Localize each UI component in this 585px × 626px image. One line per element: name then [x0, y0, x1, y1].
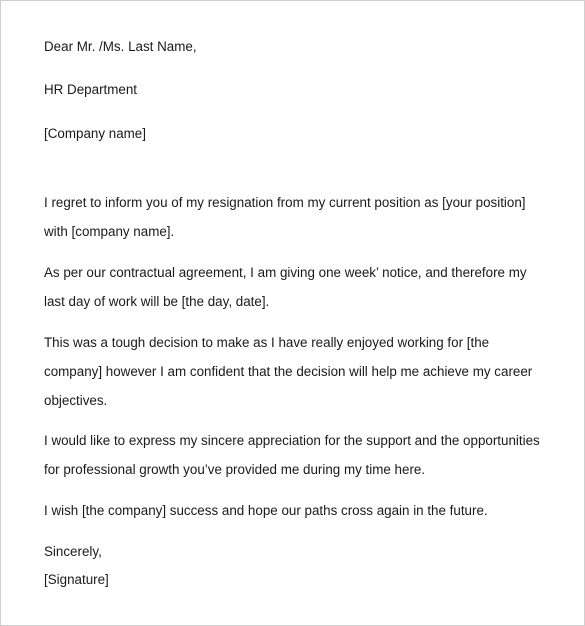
paragraph-line: As per our contractual agreement, I am giving one week’ notice, and therefore my	[44, 265, 527, 280]
closing: Sincerely,	[44, 544, 102, 559]
paragraph-line: I would like to express my sincere appreciation for the support and the opportunities	[44, 433, 540, 448]
paragraph-line: objectives.	[44, 393, 108, 408]
paragraph-line: last day of work will be [the day, date].	[44, 294, 270, 309]
department-line: HR Department	[44, 82, 138, 97]
paragraph-line: with [company name].	[44, 224, 175, 239]
company-name-line: [Company name]	[44, 126, 146, 141]
paragraph-line: This was a tough decision to make as I have really enjoyed working for [the	[44, 335, 490, 350]
paragraph-line: company] however I am confident that the decision will help me achieve my career	[44, 364, 533, 379]
paragraph-line: I wish [the company] success and hope our paths cross again in the future.	[44, 503, 488, 518]
paragraph-line: I regret to inform you of my resignation from my current position as [your position]	[44, 195, 526, 210]
salutation: Dear Mr. /Ms. Last Name,	[44, 39, 197, 54]
paragraph-line: for professional growth you’ve provided me during my time here.	[44, 462, 426, 477]
signature-placeholder: [Signature]	[44, 572, 109, 587]
